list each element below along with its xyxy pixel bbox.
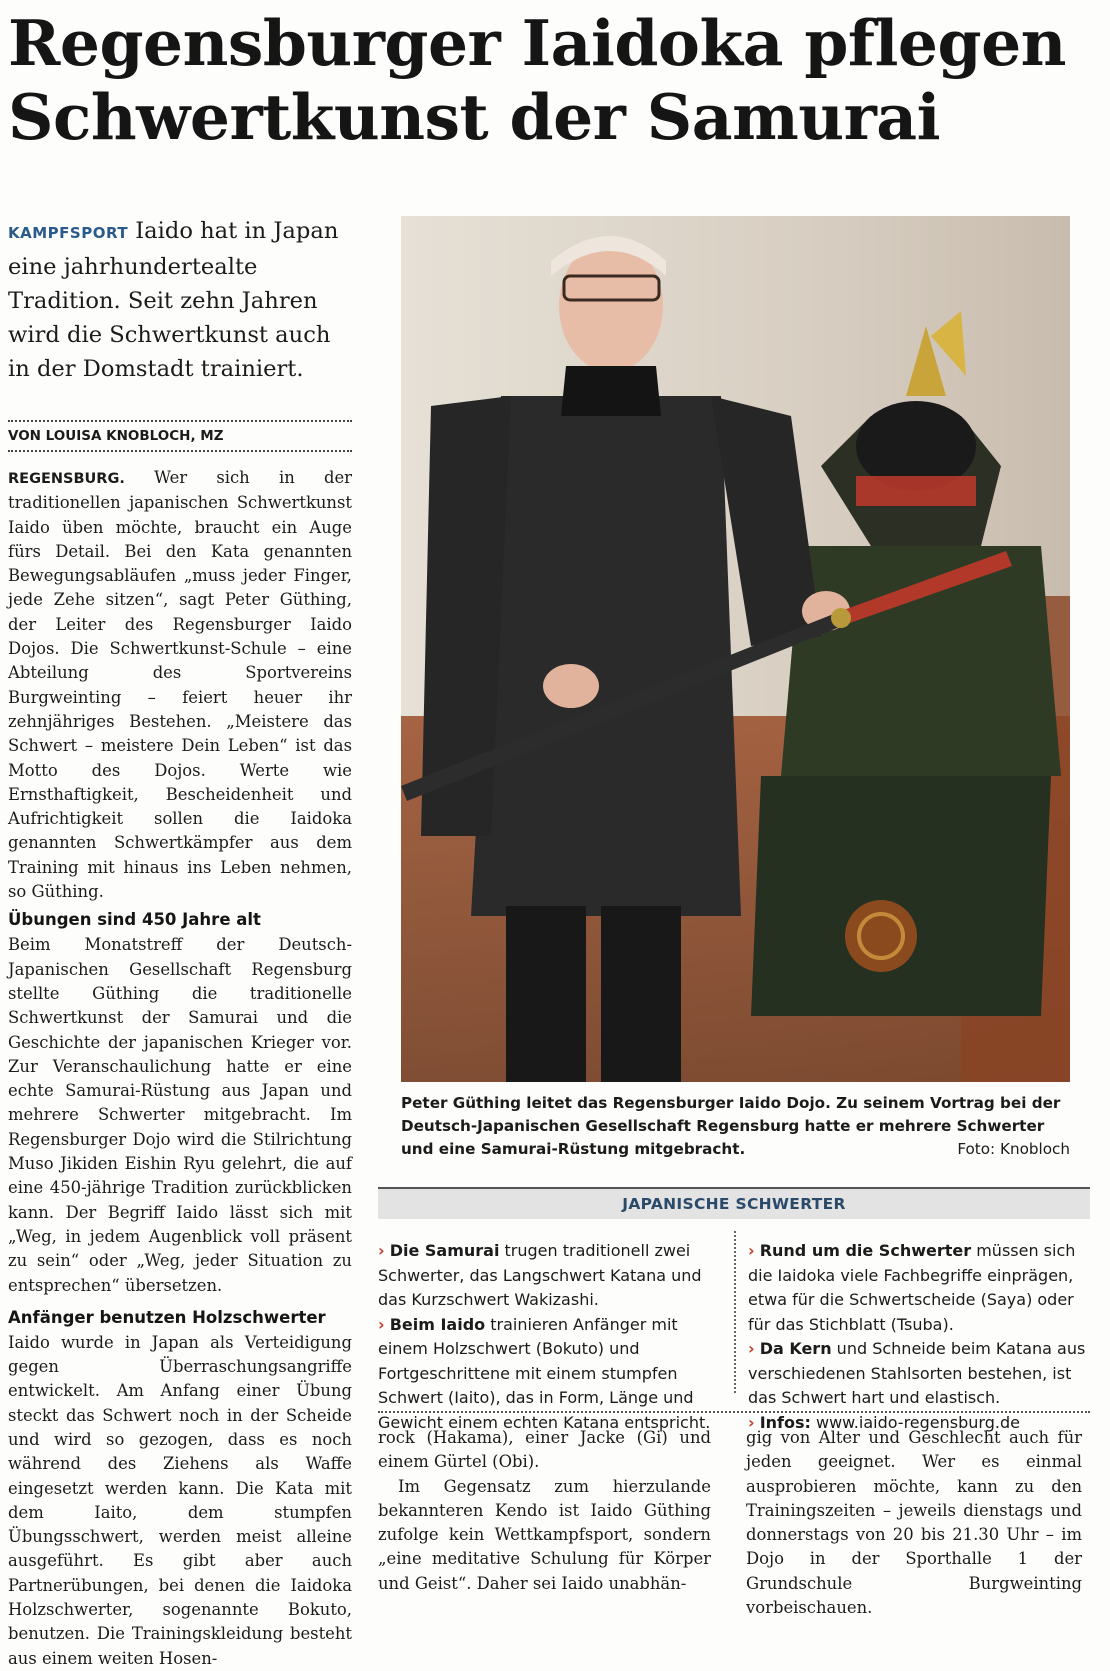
info-box-column-right bbox=[748, 1239, 1090, 1435]
info-item-bold: Infos: bbox=[759, 1412, 811, 1432]
article-p1-text: Wer sich in der traditionellen japanischen Schwertkunst Iaido üben möchte, braucht ein Auge fürs Detail. Bei den Kata genannten Bewegungsabläufen „muss jeder Finger, jede Zehe sitzen“, sagt Peter Güthing, der Leiter des Regensburger Iaido Dojos. Die Schwertkunst-Schule – eine Abteilung des Sportvereins Burgweinting – feiert heuer ihr zehnjähriges Bestehen. „Meistere das Schwert – meistere Dein Leben“ ist das Motto des Dojos. Werte wie Ernsthaftigkeit, Bescheidenheit und Aufrichtigkeit sollen die Iaidoka genannten Schwertkämpfer aus dem Training mit hinaus ins Leben nehmen, so Güthing. bbox=[8, 468, 352, 902]
headline-line-2: Schwertkunst der Samurai bbox=[8, 80, 941, 154]
info-box-column-left bbox=[378, 1239, 728, 1435]
info-item-bold: Beim Iaido bbox=[389, 1314, 486, 1334]
photo-credit: Foto: Knobloch bbox=[957, 1140, 1070, 1158]
info-box-title: JAPANISCHE SCHWERTER bbox=[378, 1187, 1090, 1219]
caption-text: Peter Güthing leitet das Regensburger Iaido Dojo. Zu seinem Vortrag bei der Deutsch-Japanischen Gesellschaft Regensburg hatte er mehrere Schwerter und eine Samurai-Rüstung mitgebracht. bbox=[401, 1094, 1061, 1158]
subhead-2: Anfänger benutzen Holzschwerter bbox=[8, 1307, 326, 1327]
article-paragraph-6: gig von Alter und Geschlecht auch für jeden geeignet. Wer es einmal ausprobieren möchte, kann zu den Trainingszeiten – jeweils dienstags und donnerstags von 20 bis 21.30 Uhr – im Dojo in der Sporthalle 1 der Grundschule Burgweinting vorbeischauen. bbox=[746, 1428, 1082, 1618]
info-item-text: und Schneide beim Katana aus verschiedenen Stahlsorten bestehen, ist das Schwert hart und elastisch. bbox=[748, 1339, 1086, 1407]
article-paragraph-2: Beim Monatstreff der Deutsch-Japanischen Gesellschaft Regensburg stellte Güthing die traditionelle Schwertkunst der Samurai und die Geschichte der japanischen Krieger vor. Zur Veranschaulichung hatte er eine echte Samurai-Rüstung aus Japan und mehrere Schwerter mitgebracht. Im Regensburger Dojo wird die Stilrichtung Muso Jikiden Eishin Ryu gelehrt, die auf eine 450-jährige Tradition zurückblicken kann. Der Begriff Iaido lässt sich mit „Weg, in jedem Augenblick voll präsent zu sein“ oder „Weg, jeder Situation zu entsprechen“ übersetzen. bbox=[8, 935, 352, 1295]
kicker: KAMPFSPORT bbox=[8, 224, 129, 242]
info-item-schwerter bbox=[748, 1239, 1090, 1337]
info-item-bold: Rund um die Schwerter bbox=[759, 1241, 972, 1260]
lead-text: Iaido hat in Japan eine jahrhundertealte Tradition. Seit zehn Jahren wird die Schwertkunst auch in der Domstadt trainiert. bbox=[8, 218, 339, 382]
info-item-text: müssen sich die Iaidoka viele Fachbegriffe einprägen, etwa für die Schwertscheide (Saya) oder für das Stichblatt (Tsuba). bbox=[748, 1241, 1076, 1334]
info-item-bold: Da Kern bbox=[759, 1339, 832, 1358]
bottom-column-2 bbox=[746, 1426, 1082, 1620]
subhead-1: Übungen sind 450 Jahre alt bbox=[8, 910, 261, 930]
info-box-divider bbox=[734, 1231, 736, 1393]
website-link[interactable]: www.iaido-regensburg.de bbox=[810, 1412, 1020, 1432]
info-item-samurai bbox=[378, 1239, 728, 1313]
article-paragraph-4: rock (Hakama), einer Jacke (Gi) und einem Gürtel (Obi). bbox=[378, 1428, 711, 1472]
info-item-kern bbox=[748, 1337, 1090, 1411]
arrow-icon: › bbox=[378, 1241, 385, 1260]
byline: VON LOUISA KNOBLOCH, MZ bbox=[8, 428, 224, 444]
arrow-icon: › bbox=[748, 1412, 755, 1432]
lead-paragraph bbox=[8, 214, 352, 386]
info-item-text: trugen traditionell zwei Schwerter, das Langschwert Katana und das Kurzschwert Wakizashi. bbox=[378, 1241, 702, 1309]
photo-caption bbox=[401, 1092, 1070, 1161]
left-column bbox=[8, 214, 352, 1671]
arrow-icon: › bbox=[748, 1241, 755, 1260]
article-photo bbox=[401, 216, 1070, 1082]
bottom-rule bbox=[378, 1411, 1090, 1413]
article-paragraph-3: Iaido wurde in Japan als Verteidigung gegen Überraschungsangriffe entwickelt. Am Anfang einer Übung steckt das Schwert noch in der Scheide und wird so gezogen, dass es noch während des Ziehens als Waffe eingesetzt werden kann. Die Kata mit dem Iaito, dem stumpfen Übungsschwert, werden meist alleine ausgeführt. Es gibt aber auch Partnerübungen, bei denen die Iaidoka Holzschwerter, sogenannte Bokuto, benutzen. Die Trainingskleidung besteht aus einem weiten Hosen- bbox=[8, 1332, 352, 1668]
info-box bbox=[378, 1187, 1090, 1432]
dateline: REGENSBURG. bbox=[8, 471, 125, 487]
arrow-icon: › bbox=[378, 1314, 385, 1334]
headline-line-1: Regensburger Iaidoka pflegen bbox=[8, 6, 1066, 80]
info-item-iaido bbox=[378, 1313, 728, 1436]
article-paragraph-5: Im Gegensatz zum hierzulande bekannteren Kendo ist Iaido Güthing zufolge kein Wettkampfsport, sondern „eine meditative Schulung für Körper und Geist“. Daher sei Iaido unabhän- bbox=[378, 1476, 711, 1593]
headline bbox=[8, 6, 1102, 154]
article-paragraph-1 bbox=[8, 466, 352, 904]
arrow-icon: › bbox=[748, 1339, 755, 1358]
photo-illustration bbox=[401, 216, 1070, 1082]
bottom-column-1 bbox=[378, 1426, 711, 1596]
info-item-bold: Die Samurai bbox=[389, 1241, 500, 1260]
info-item-text: trainieren Anfänger mit einem Holzschwert (Bokuto) und Fortgeschrittene mit einem stumpfen Schwert (Iaito), das in Form, Länge und Gewicht einem echten Katana entspricht. bbox=[378, 1314, 711, 1432]
